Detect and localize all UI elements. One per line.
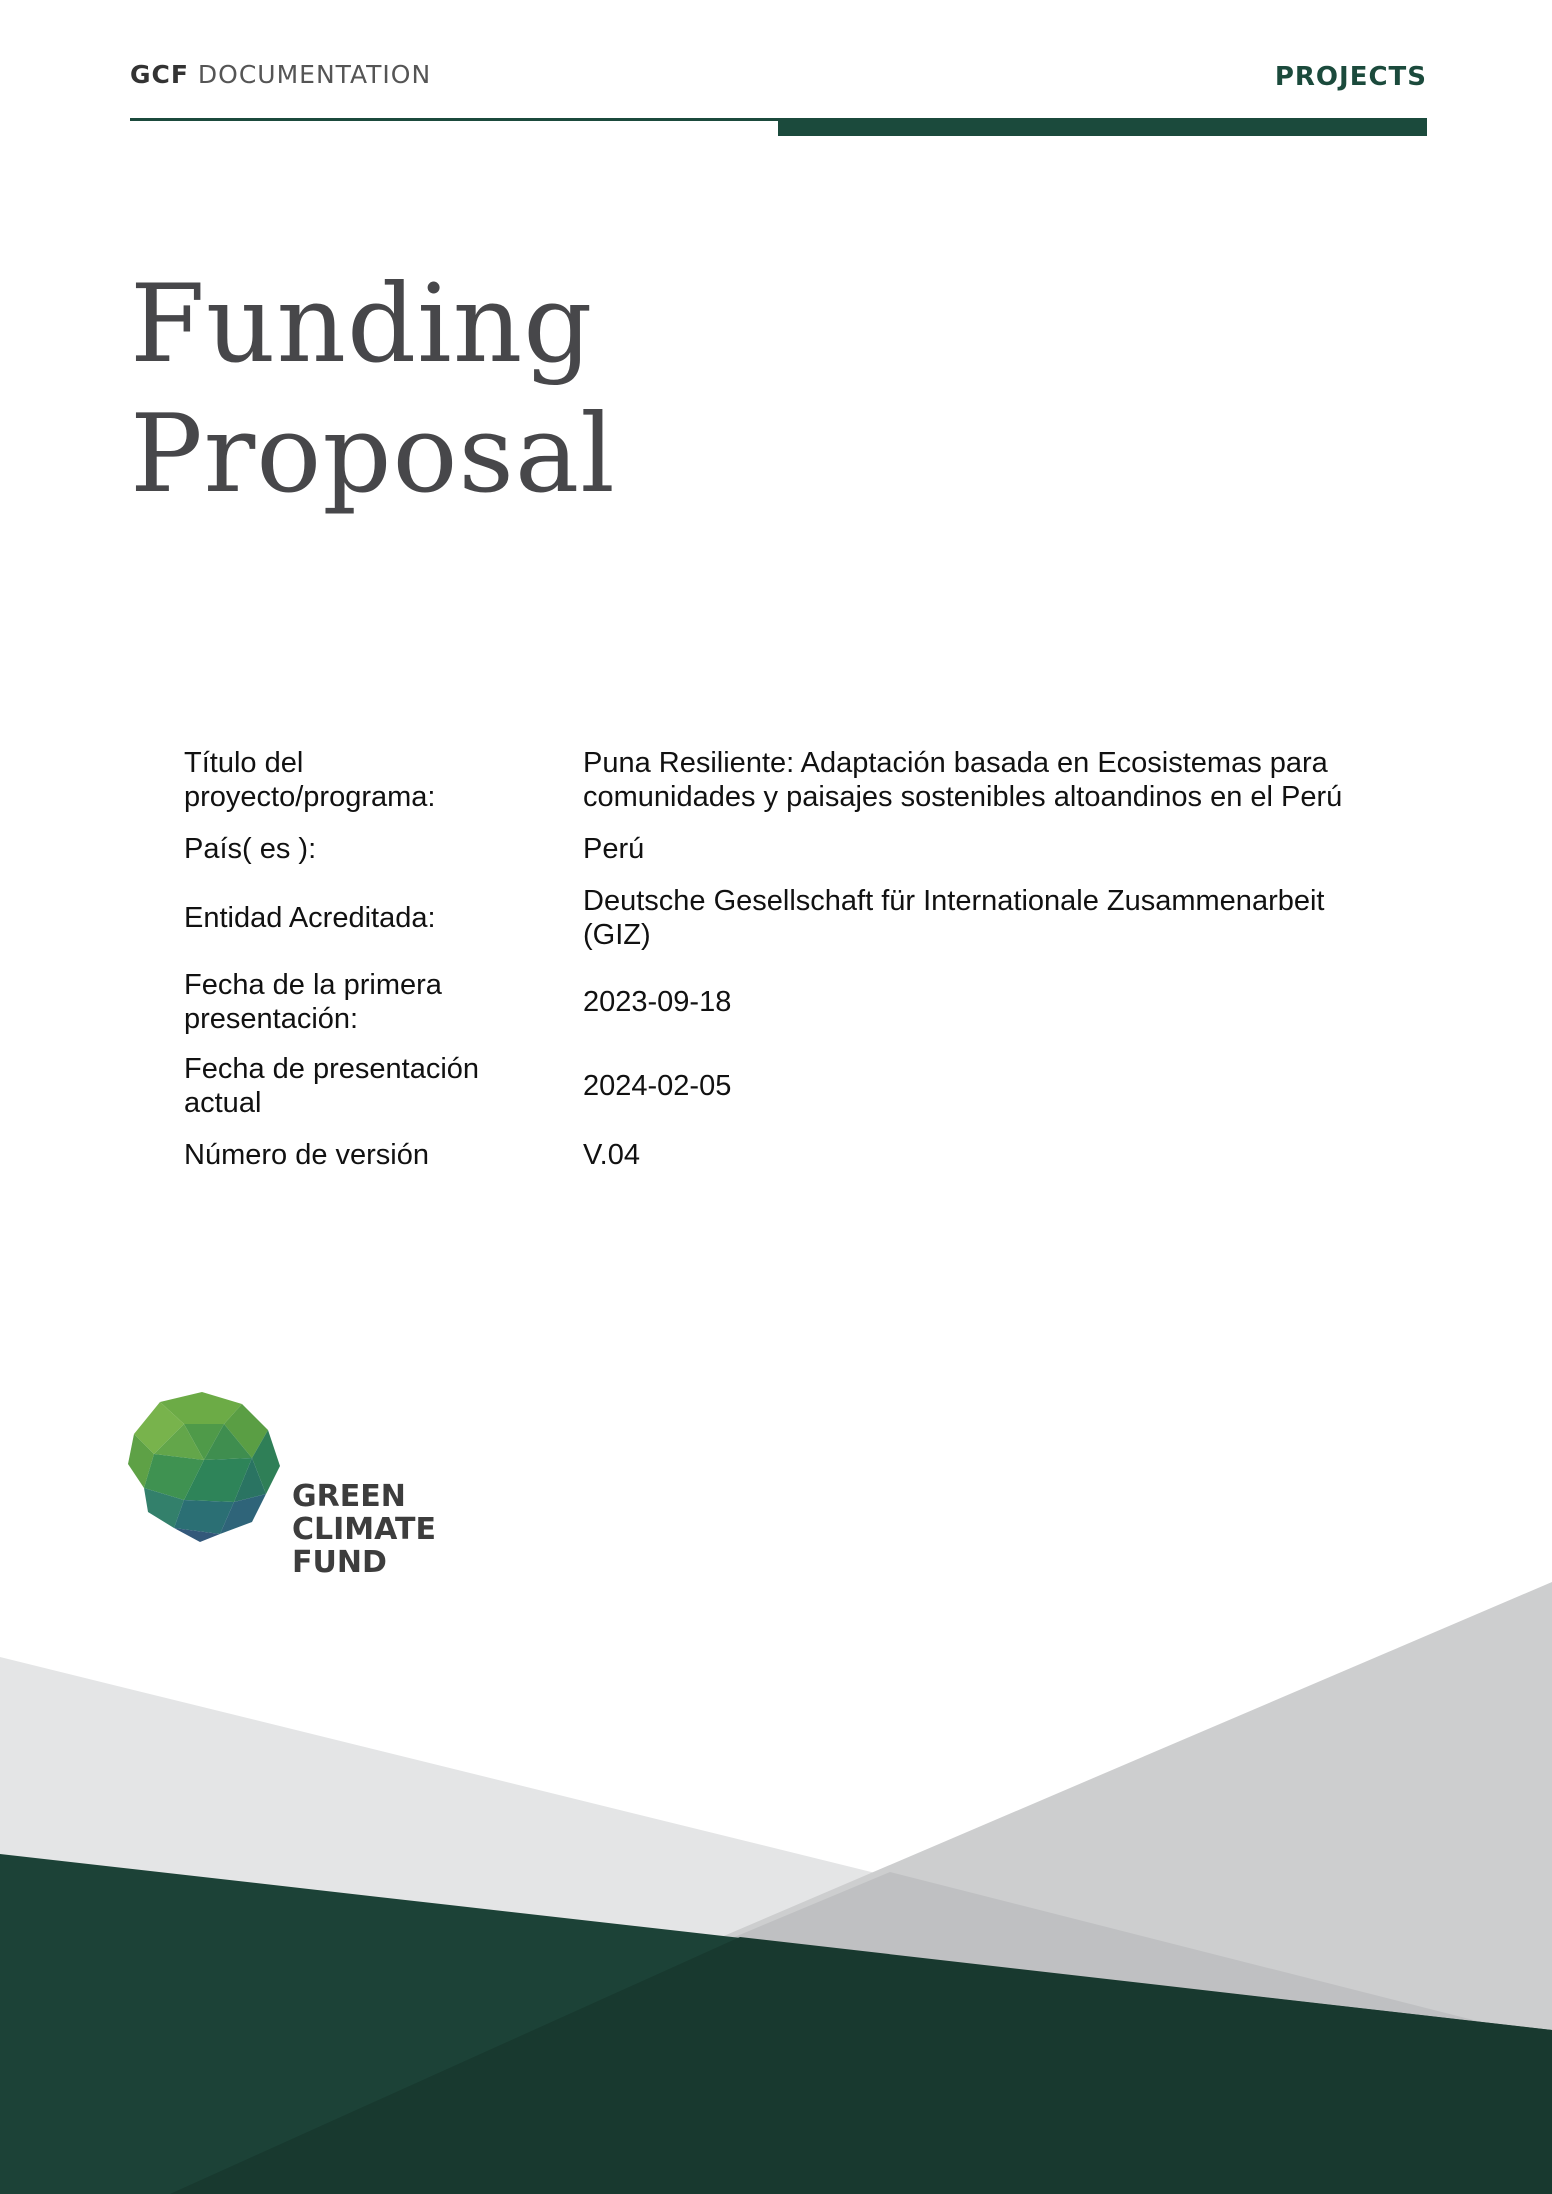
logo-line3: FUND — [292, 1545, 387, 1580]
page-title-line1: Funding — [130, 262, 594, 387]
page-title-line2: Proposal — [130, 392, 616, 517]
info-value-line: comunidades y paisajes sostenibles altoandinos en el Perú — [583, 781, 1343, 813]
header-rule-thick — [778, 118, 1427, 136]
info-value-line: Puna Resiliente: Adaptación basada en Ecosistemas para — [583, 747, 1328, 779]
header-brand-bold: GCF — [130, 60, 189, 89]
header-brand-light: DOCUMENTATION — [197, 60, 432, 89]
header-section: PROJECTS — [1274, 62, 1427, 92]
header-rule-thin — [130, 118, 780, 121]
info-value: Perú — [583, 833, 645, 865]
info-label-line: presentación: — [184, 1003, 359, 1035]
info-value — [583, 884, 1384, 952]
info-label — [184, 968, 583, 1036]
info-label — [184, 1052, 583, 1120]
info-label-line: Fecha de presentación — [184, 1053, 480, 1085]
page-title — [130, 260, 930, 520]
proposal-info-table — [184, 746, 1384, 1172]
logo-line2: CLIMATE — [292, 1512, 436, 1547]
info-value: V.04 — [583, 1139, 640, 1171]
info-row-entity — [184, 884, 1384, 952]
info-label: País( es ): — [184, 833, 317, 865]
info-value — [583, 746, 1384, 814]
info-value: 2024-02-05 — [583, 1070, 732, 1102]
info-value: 2023-09-18 — [583, 986, 732, 1018]
info-label: Número de versión — [184, 1139, 429, 1171]
info-row-current-date — [184, 1052, 1384, 1120]
logo-line1: GREEN — [292, 1479, 406, 1514]
logo-text — [292, 1480, 436, 1579]
info-label-line: proyecto/programa: — [184, 781, 436, 813]
info-row-first-date — [184, 968, 1384, 1036]
info-row-title — [184, 746, 1384, 814]
info-label-line: actual — [184, 1087, 262, 1119]
header-brand — [130, 60, 431, 89]
info-row-country — [184, 832, 1384, 866]
info-value-line: (GIZ) — [583, 919, 651, 951]
info-label-line: Fecha de la primera — [184, 969, 442, 1001]
info-label-line: Título del — [184, 747, 304, 779]
info-label — [184, 746, 583, 814]
info-row-version — [184, 1138, 1384, 1172]
info-label: Entidad Acreditada: — [184, 902, 436, 934]
info-value-line: Deutsche Gesellschaft für Internationale Zusammenarbeit — [583, 885, 1325, 917]
